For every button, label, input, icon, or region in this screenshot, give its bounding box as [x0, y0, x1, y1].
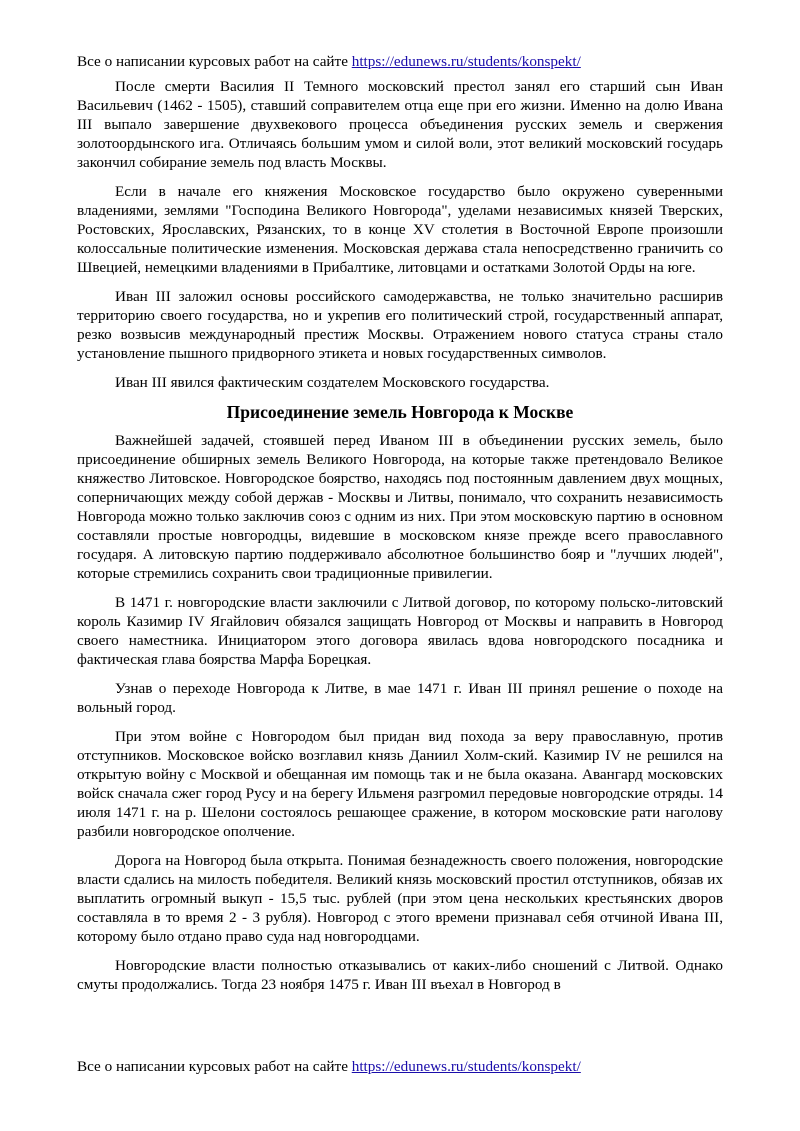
section-heading: Присоединение земель Новгорода к Москве — [226, 402, 574, 422]
document-page — [77, 52, 723, 1004]
paragraph: Узнав о переходе Новгорода к Литве, в мае 1471 г. Иван III принял решение о походе на вольный город. — [77, 680, 723, 716]
paragraph: В 1471 г. новгородские власти заключили с Литвой договор, по которому польско-литовский король Казимир IV Ягайлович обязался защищать Новгород от Москвы и направить в Новгород своего наместника. Инициатором этого договора явилась вдова новгородского посадника и фактическая глава боярства Марфа Борецкая. — [77, 594, 723, 668]
paragraph: Новгородские власти полностью отказывались от каких-либо сношений с Литвой. Однако смуты продолжались. Тогда 23 ноября 1475 г. Иван III въехал в Новгород в — [77, 957, 723, 993]
header-link[interactable]: https://edunews.ru/students/konspekt/ — [351, 53, 581, 70]
paragraph: Иван III заложил основы российского самодержавства, не только значительно расширив территорию своего государства, но и укрепив его политический строй, государственный аппарат, резко возвысив международный престиж Москвы. Отражением нового статуса страны стало установление пышного придворного этикета и новых государственных символов. — [77, 288, 723, 362]
paragraph: Важнейшей задачей, стоявшей перед Иваном III в объединении русских земель, было присоединение обширных земель Великого Новгорода, на которые также претендовало Великое княжество Литовское. Новгородское боярство, находясь под постоянным давлением двух мощных, соперничающих между собой держав - Москвы и Литвы, понимало, что сохранить независимость Новгорода можно только заключив союз с одним из них. При этом московскую партию в основном составляли простые новгородцы, видевшие в московском князе прежде всего православного государя. А литовскую партию поддерживало абсолютное большинство бояр и "лучших людей", которые стремились сохранить свои традиционные привилегии. — [77, 432, 723, 582]
header-text: Все о написании курсовых работ на сайте — [77, 53, 352, 70]
paragraph: При этом войне с Новгородом был придан вид похода за веру православную, против отступников. Московское войско возглавил князь Даниил Холм-ский. Казимир IV не решился на открытую войну с Москвой и обещанная им помощь так и не была оказана. Авангард московских войск сначала сжег город Русу и на берегу Ильменя разгромил передовые новгородские отряды. 14 июля 1471 г. на р. Шелони состоялось решающее сражение, в котором московские рати наголову разбили новгородское ополчение. — [77, 728, 723, 840]
paragraph: После смерти Василия II Темного московский престол занял его старший сын Иван Васильевич (1462 - 1505), ставший соправителем отца еще при его жизни. Именно на долю Ивана III выпало завершение двухвекового процесса объединения русских земель и свержения золотоордынского ига. Отличаясь большим умом и силой воли, этот великий московский государь закончил собирание земель под власть Москвы. — [77, 78, 723, 171]
footer-link[interactable]: https://edunews.ru/students/konspekt/ — [351, 1058, 581, 1075]
footer-text: Все о написании курсовых работ на сайте — [77, 1058, 352, 1075]
paragraph: Дорога на Новгород была открыта. Понимая безнадежность своего положения, новгородские власти сдались на милость победителя. Великий князь московский простил отступников, обязав их выплатить огромный выкуп - 15,5 тыс. рублей (при этом цена нескольких крестьянских дворов составляла в то время 2 - 3 рубля). Новгород с этого времени признавал себя отчиной Ивана III, которому было отдано право суда над новгородцами. — [77, 852, 723, 945]
page-footer — [77, 1057, 723, 1076]
paragraph: Иван III явился фактическим создателем Московского государства. — [115, 374, 550, 391]
page-header — [77, 52, 723, 71]
paragraph: Если в начале его княжения Московское государство было окружено суверенными владениями, землями "Господина Великого Новгорода", уделами независимых князей Тверских, Ростовских, Ярославских, Рязанских, то в конце XV столетия в Восточной Европе произошли колоссальные политические изменения. Московская держава стала непосредственно граничить со Швецией, немецкими владениями в Прибалтике, литовцами и остатками Золотой Орды на юге. — [77, 183, 723, 276]
